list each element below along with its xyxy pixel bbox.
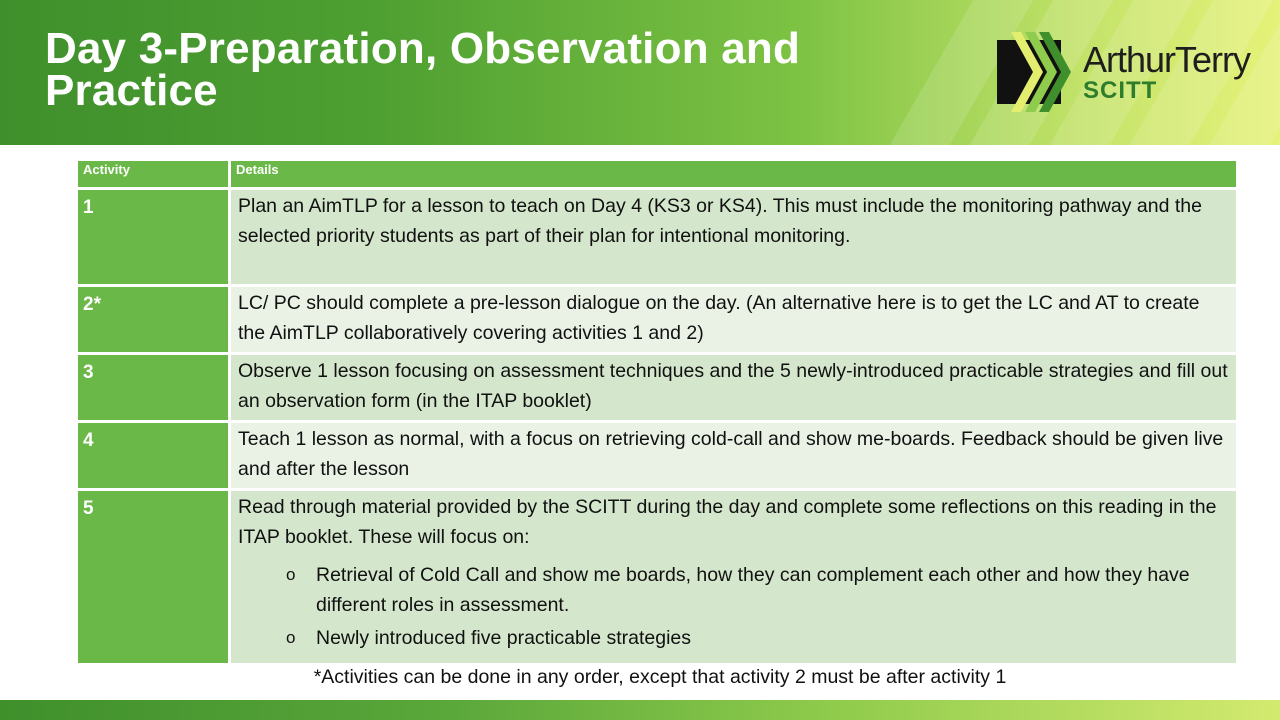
- logo-name: ArthurTerry: [1083, 39, 1251, 80]
- activity-details: Observe 1 lesson focusing on assessment techniques and the 5 newly-introduced practicable strategies and fill out an observation form (in the ITAP booklet): [230, 354, 1238, 422]
- chevron-stripes-icon: [997, 40, 1061, 104]
- reflection-list: [238, 560, 1229, 653]
- activity-number: 4: [77, 422, 230, 490]
- slide-title-line2: Practice: [45, 66, 218, 115]
- activity-column-header: Activity: [77, 160, 230, 189]
- details-column-header: Details: [230, 160, 1238, 189]
- table-header-row: [77, 160, 1238, 189]
- slide-header: [0, 0, 1280, 145]
- activity-number: 3: [77, 354, 230, 422]
- table-row: [77, 189, 1238, 286]
- list-item: [286, 560, 1229, 620]
- logo-subtitle: SCITT: [1083, 77, 1158, 104]
- slide-title: [45, 24, 945, 115]
- table-row: [77, 422, 1238, 490]
- activity-number: 1: [77, 189, 230, 286]
- activity-details: LC/ PC should complete a pre-lesson dialogue on the day. (An alternative here is to get the LC and AT to create the AimTLP collaboratively covering activities 1 and 2): [230, 286, 1238, 354]
- activity-details: Teach 1 lesson as normal, with a focus on retrieving cold-call and show me-boards. Feedback should be given live and after the lesson: [230, 422, 1238, 490]
- activity-details: Plan an AimTLP for a lesson to teach on Day 4 (KS3 or KS4). This must include the monitoring pathway and the selected priority students as part of their plan for intentional monitoring.: [230, 189, 1238, 286]
- footnote: *Activities can be done in any order, except that activity 2 must be after activity 1: [313, 666, 1007, 688]
- activity-number: 5: [77, 490, 230, 665]
- list-item-text: Retrieval of Cold Call and show me boards, how they can complement each other and how they have different roles in assessment.: [316, 564, 1190, 616]
- activities-table: [75, 158, 1239, 666]
- list-item: [286, 623, 1229, 653]
- activity-details: [230, 490, 1238, 665]
- table-row: [77, 490, 1238, 665]
- slide-title-line1: Day 3-Preparation, Observation and: [45, 24, 801, 73]
- list-item-text: Newly introduced five practicable strategies: [316, 627, 692, 649]
- bullet-marker: o: [286, 628, 296, 647]
- footer-bar: [0, 700, 1280, 720]
- activity-number: 2*: [77, 286, 230, 354]
- table-row: [77, 286, 1238, 354]
- activity-details-intro: Read through material provided by the SCITT during the day and complete some reflections on this reading in the ITAP booklet. These will focus on:: [238, 496, 1217, 548]
- arthur-terry-logo: [997, 30, 1267, 110]
- bullet-marker: o: [286, 565, 296, 584]
- table-row: [77, 354, 1238, 422]
